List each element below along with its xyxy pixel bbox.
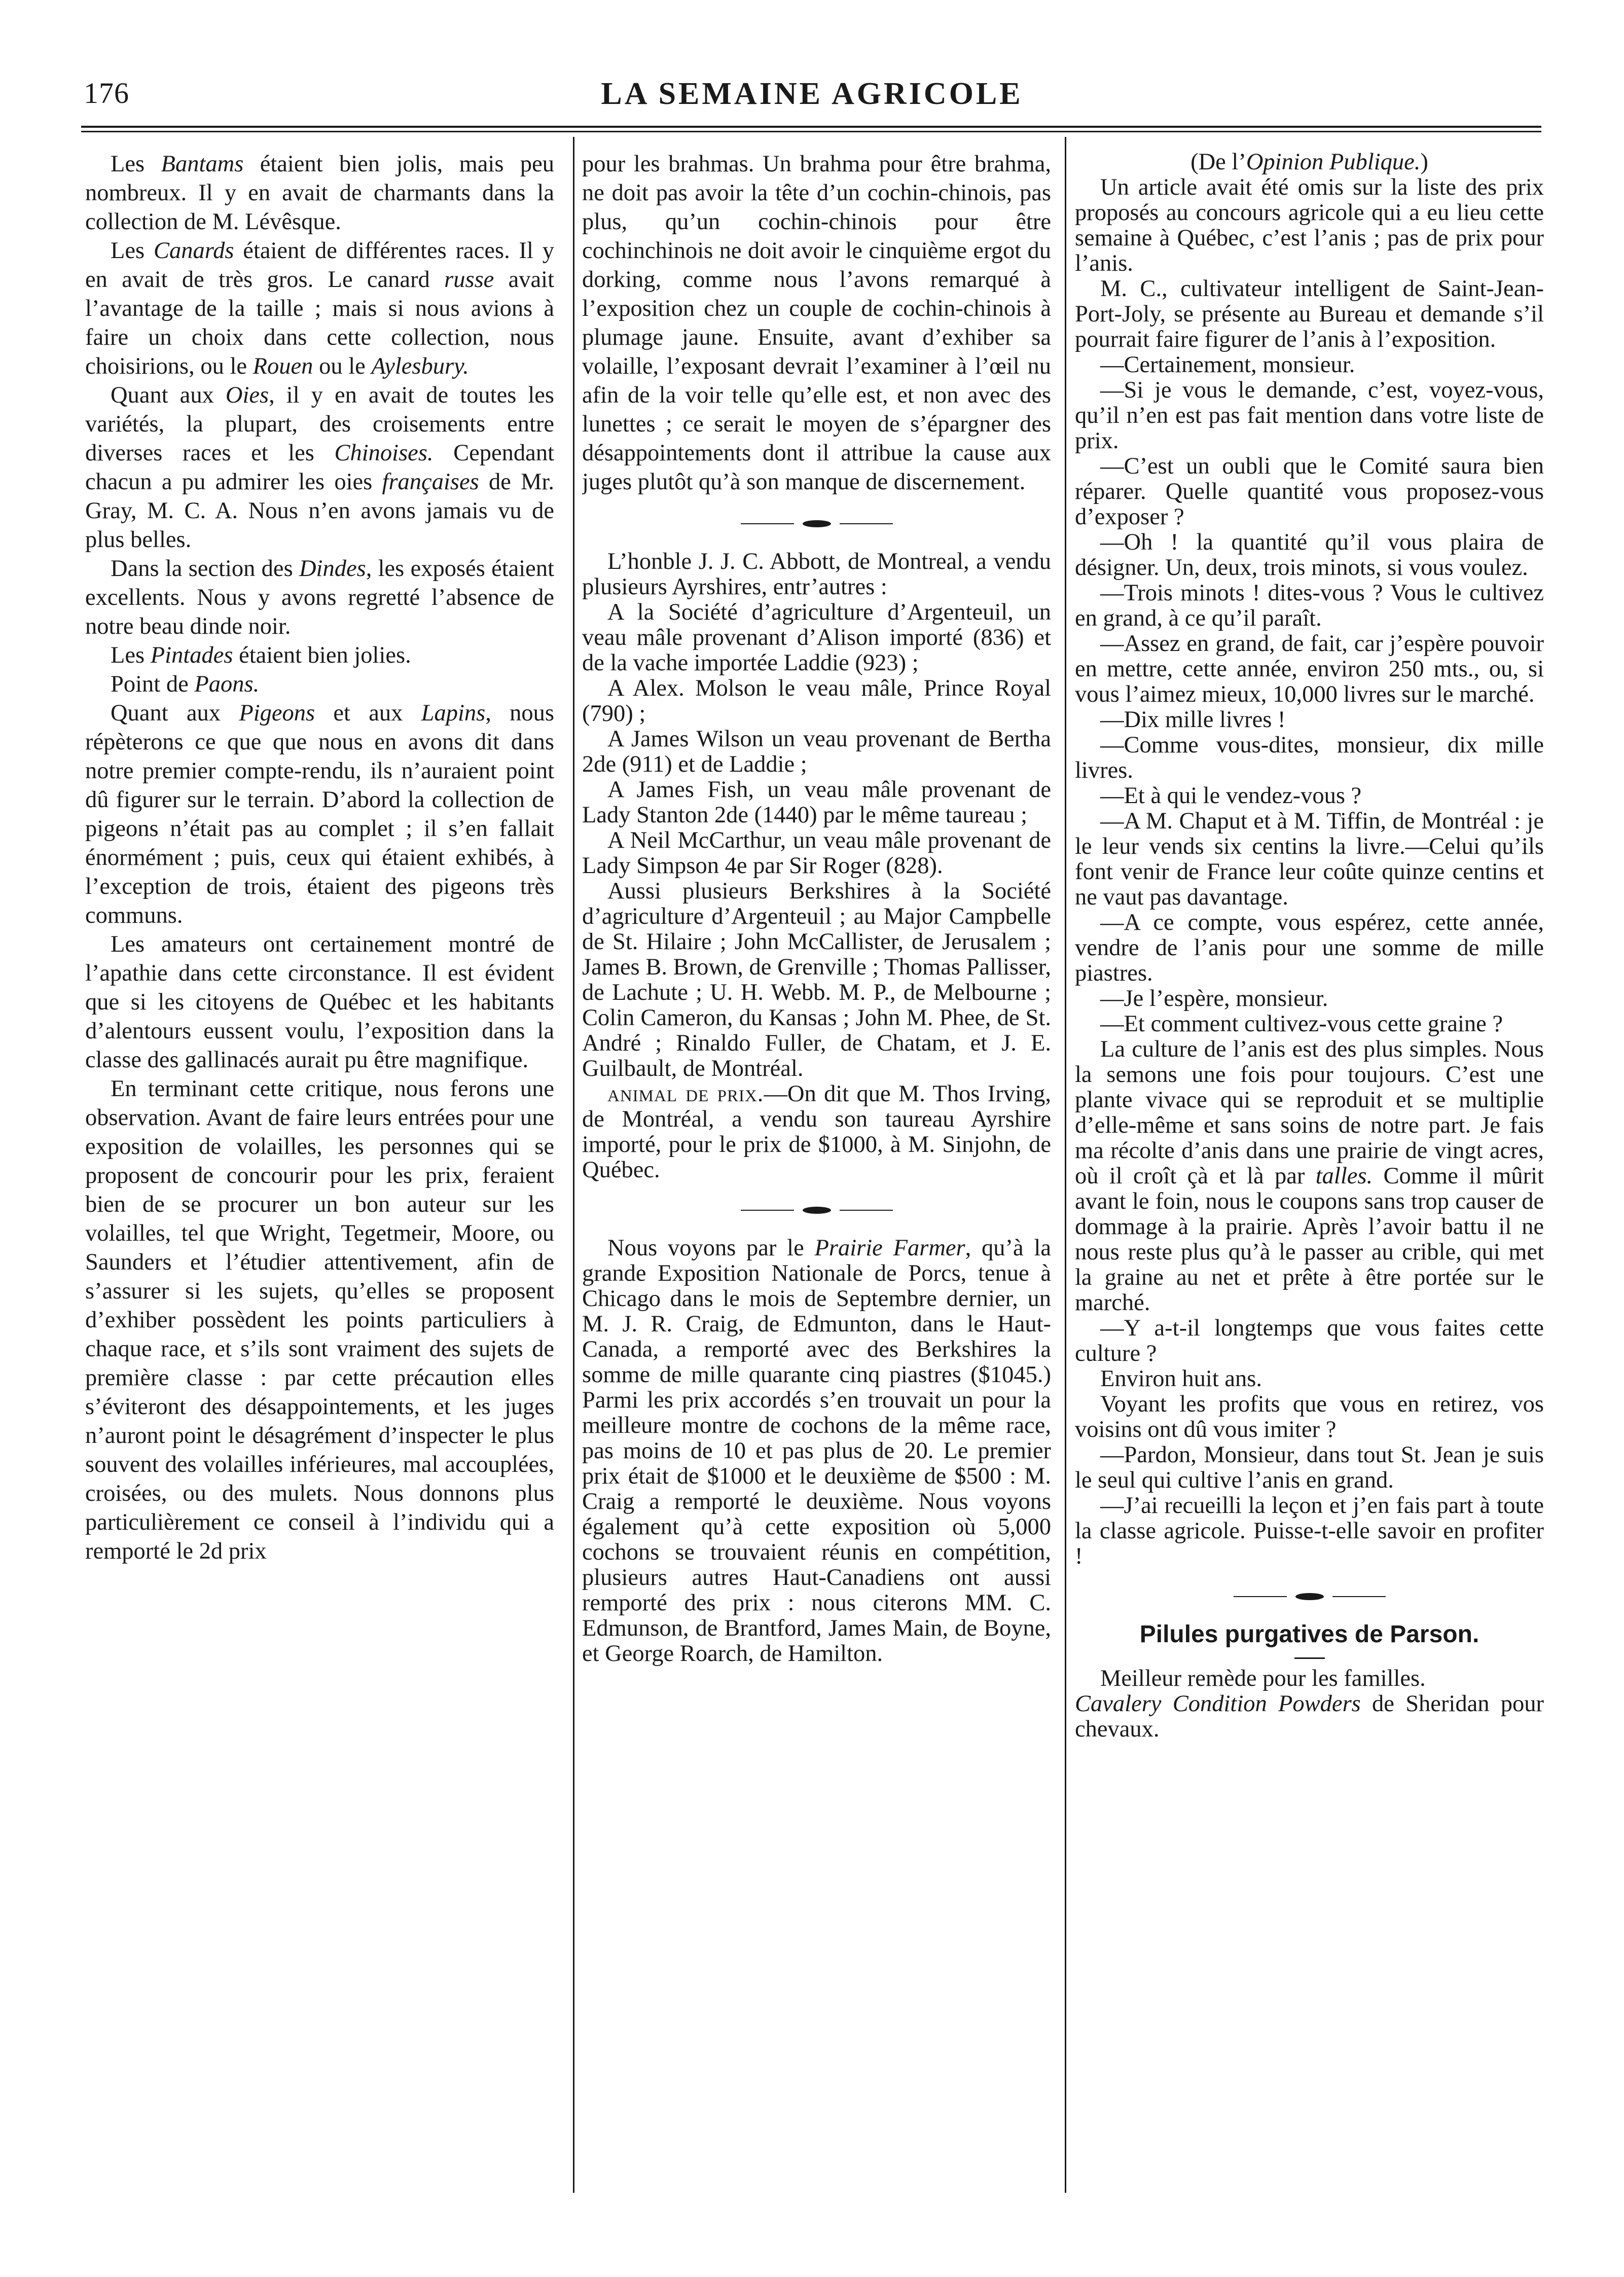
paragraph — [582, 1081, 1051, 1183]
paragraph — [85, 236, 554, 381]
separator-line — [741, 523, 794, 524]
column-divider — [573, 137, 574, 2193]
paragraph — [1075, 986, 1544, 1011]
paragraph-text: A James Fish, un veau mâle provenant de Lady Stanton 2de (1440) par le même taureau ; — [582, 777, 1051, 828]
paragraph — [85, 1074, 554, 1566]
ayrshire-sales-article — [582, 549, 1051, 1183]
paragraph — [1075, 1666, 1544, 1691]
paragraph — [1075, 530, 1544, 581]
italic-text: Oies — [225, 382, 269, 408]
italic-text: Cavalery Condition Powders — [1075, 1691, 1361, 1717]
paragraph-text: —Si je vous le demande, c’est, voyez-vous, qu’il n’en est pas fait mention dans votre liste de prix. — [1075, 377, 1544, 454]
separator-line — [840, 523, 893, 524]
paragraph — [582, 676, 1051, 727]
paragraph-text: —Je l’espère, monsieur. — [1100, 986, 1328, 1011]
paragraph-text: M. C., cultivateur intelligent de Saint-Jean-Port-Joly, se présente au Bureau et demande s’il pourrait faire figurer de l’anis à l’exposition. — [1075, 276, 1544, 352]
separator-line — [741, 1210, 794, 1211]
italic-text: Bantams — [161, 151, 244, 177]
paragraph — [85, 930, 554, 1074]
paragraph-text: —Assez en grand, de fait, car j’espère pouvoir en mettre, cette année, environ 250 mts., ou, si vous l’aimez mieux, 10,000 livres sur le marché. — [1075, 631, 1544, 707]
italic-text: Aylesbury. — [371, 353, 469, 379]
paragraph-text: —A M. Chaput et à M. Tiffin, de Montréal : je le leur vends six centins la livre.—Celui qu’ils font venir de France leur coûte quinze centins et ne vaut pas davantage. — [1075, 808, 1544, 910]
paragraph-text: Les — [111, 151, 161, 177]
italic-text: Pintades — [150, 642, 233, 668]
page-number: 176 — [84, 77, 129, 110]
paragraph — [1075, 733, 1544, 783]
paragraph — [1075, 581, 1544, 631]
column-1 — [85, 150, 554, 2188]
paragraph-text: —Oh ! la quantité qu’il vous plaira de désigner. Un, deux, trois minots, si vous voulez. — [1075, 529, 1544, 581]
paragraph-text: ou le — [313, 353, 372, 379]
paragraph — [582, 879, 1051, 1081]
italic-text: Chinoises. — [334, 440, 434, 466]
paragraph-text: Un article avait été omis sur la liste des prix proposés au concours agricole qui a eu lieu cette semaine à Québec, c’est l’anis ; pas de prix pour l’anis. — [1075, 174, 1544, 276]
paragraph — [582, 828, 1051, 879]
paragraph — [582, 600, 1051, 676]
italic-text: françaises — [382, 469, 479, 495]
paragraph — [582, 150, 1051, 496]
source-publication: Opinion Publique. — [1246, 150, 1421, 175]
paragraph-text: —C’est un oubli que le Comité saura bien réparer. Quelle quantité vous proposez-vous d’exposer ? — [1075, 453, 1544, 530]
paragraph-text: A James Wilson un veau provenant de Bertha 2de (911) et de Laddie ; — [582, 726, 1051, 777]
poultry-review-continuation — [582, 150, 1051, 496]
paragraph-text: —Pardon, Monsieur, dans tout St. Jean je suis le seul qui cultive l’anis en grand. — [1075, 1442, 1544, 1493]
paragraph — [85, 641, 554, 670]
paragraph-text: et aux — [315, 700, 421, 726]
paragraph-text: L’honble J. J. C. Abbott, de Montreal, a vendu plusieurs Ayrshires, entr’autres : — [582, 549, 1051, 600]
italic-text: Canards — [153, 238, 234, 264]
paragraph — [1075, 1493, 1544, 1569]
paragraph-text: Dans la section des — [111, 556, 299, 582]
paragraph — [85, 381, 554, 554]
paragraph-text: —Et à qui le vendez-vous ? — [1100, 783, 1362, 809]
paragraph-text: —J’ai recueilli la leçon et j’en fais part à toute la classe agricole. Puisse-t-elle savoir en profiter ! — [1075, 1493, 1544, 1569]
italic-text: Paons. — [194, 671, 260, 697]
paragraph-text: Les — [111, 642, 151, 668]
paragraph-text: , qu’à la grande Exposition Nationale de Porcs, tenue à Chicago dans le mois de Septembre dernier, un M. J. R. Craig, de Edmunton, dans le Haut-Canada, a remporté avec des Berkshires la somme de mille quarante cinq piastres ($1045.) Parmi les prix accordés s’en trouvait un pour la meilleure montre de cochons de la même race, pas moins de 10 et pas plus de 20. Le premier prix était de $1000 et le deuxième de $500 : M. Craig a remporté le deuxième. Nous voyons également qu’à cette exposition où 5,000 cochons se trouvaient réunis en compétition, plusieurs autres Haut-Canadiens ont aussi remporté des prix : nous citerons MM. C. Edmunson, de Brantford, James Main, de Boyne, et George Roarch, de Hamilton. — [582, 1235, 1051, 1667]
paragraph-text: —Certainement, monsieur. — [1100, 352, 1355, 378]
column-3 — [1075, 150, 1544, 2188]
source-prefix: (De l’ — [1190, 150, 1246, 175]
headline-rule — [1294, 1657, 1325, 1659]
paragraph — [1075, 910, 1544, 986]
paragraph-text: , nous répèterons ce que que nous en avons dit dans notre premier compte-rendu, ils n’auraient point dû figurer sur le terrain. D’abord la collection de pigeons n’était pas au complet ; il s’en fallait énormément ; puis, ceux qui étaient exhibés, à l’exception de trois, étaient des pigeons très communs. — [85, 700, 554, 928]
italic-text: Pigeons — [239, 700, 315, 726]
paragraph — [1075, 175, 1544, 276]
paragraph — [1075, 1316, 1544, 1366]
separator-line — [1332, 1596, 1386, 1597]
paragraph — [582, 727, 1051, 777]
paragraph-text: —Et comment cultivez-vous cette graine ? — [1100, 1011, 1503, 1037]
article-source — [1075, 150, 1544, 175]
paragraph-text: Voyant les profits que vous en retirez, vos voisins ont dû vous imiter ? — [1075, 1391, 1544, 1442]
paragraph — [1075, 1691, 1544, 1742]
paragraph — [1075, 1366, 1544, 1392]
italic-text: russe — [444, 267, 494, 293]
paragraph-text: , il y en avait de toutes les variétés, la plupart, des croisements entre diverses races et les — [85, 382, 554, 466]
paragraph-text: A la Société d’agriculture d’Argenteuil, un veau mâle provenant d’Alison importé (836) et de la vache importée Laddie (923) ; — [582, 599, 1051, 676]
paragraph-text: étaient bien jolis, mais peu nombreux. Il y en avait de charmants dans la collection de M. Lévêsque. — [85, 151, 554, 235]
paragraph-text: —Trois minots ! dites-vous ? Vous le cultivez en grand, à ce qu’il paraît. — [1075, 580, 1544, 631]
italic-text: Rouen — [252, 353, 313, 379]
paragraph — [1075, 454, 1544, 530]
paragraph — [1075, 1037, 1544, 1316]
paragraph — [1075, 378, 1544, 454]
separator-line — [840, 1210, 893, 1211]
separator-ornament — [803, 1207, 831, 1214]
paragraph-text: de Mr. Gray, M. C. A. Nous n’en avons jamais vu de plus belles. — [85, 469, 554, 553]
paragraph — [1075, 783, 1544, 809]
paragraph-text: , les exposés étaient excellents. Nous y avons regretté l’absence de notre beau dinde noir. — [85, 556, 554, 639]
header-rule-double — [81, 131, 1541, 132]
paragraph-text: Point de — [111, 671, 195, 697]
paragraph — [1075, 276, 1544, 352]
paragraph-text: Quant aux — [111, 700, 239, 726]
paragraph — [85, 150, 554, 236]
italic-text: Prairie Farmer — [814, 1235, 965, 1261]
poultry-review-article — [85, 150, 554, 1566]
paragraph-text: étaient bien jolies. — [233, 642, 411, 668]
advertisement-headline: Pilules purgatives de Parson. — [1139, 1621, 1479, 1648]
source-suffix: ) — [1420, 150, 1428, 175]
paragraph-text: animal de prix. — [607, 1081, 764, 1107]
paragraph-text: avait l’avantage de la taille ; mais si nous avions à faire un choix dans cette collection, nous choisirions, ou le — [85, 267, 554, 379]
paragraph-text: La culture de l’anis est des plus simples. Nous la semons une fois pour toujours. C’est une plante vivace qui se reproduit et se multiplie d’elle-même et sans soins de notre part. Je fais ma récolte d’anis dans une prairie de vingt acres, où il croît çà et là par — [1075, 1036, 1544, 1189]
chicago-pork-exposition-article — [582, 1236, 1051, 1667]
paragraph-text: —Y a-t-il longtemps que vous faites cette culture ? — [1075, 1315, 1544, 1366]
paragraph — [582, 1236, 1051, 1667]
paragraph-text: —Dix mille livres ! — [1100, 707, 1286, 733]
italic-text: Dindes — [299, 556, 366, 582]
paragraph — [1075, 1011, 1544, 1037]
paragraph-text: Meilleur remède pour les familles. — [1100, 1666, 1426, 1691]
paragraph-text: Comme il mûrit avant le foin, nous le coupons sans trop causer de dommage à la prairie. Après l’avoir battu il ne nous reste plus qu’à le passer au crible, qui met la graine au net et prête à être portée sur le marché. — [1075, 1163, 1544, 1316]
paragraph — [1075, 1442, 1544, 1493]
paragraph-text: pour les brahmas. Un brahma pour être brahma, ne doit pas avoir la tête d’un cochin-chinois, pas plus, qu’un cochin-chinois pour être cochinchinois ne doit avoir le cinquième ergot du dorking, comme nous l’avons remarqué à l’exposition chez un couple de cochin-chinois à plumage jaune. Ensuite, avant d’exhiber sa volaille, l’exposant devrait l’examiner à l’œil nu afin de la voir telle qu’elle est, et non avec des lunettes ; ce serait le moyen de s’épargner des désappointements dont il attribue la cause aux juges plutôt qu’à son manque de discernement. — [582, 151, 1051, 495]
anise-article — [1075, 175, 1544, 1569]
paragraph — [1075, 631, 1544, 707]
italic-text: talles. — [1315, 1163, 1373, 1189]
paragraph-text: —A ce compte, vous espérez, cette année, vendre de l’anis pour une somme de mille piastres. — [1075, 910, 1544, 986]
separator-ornament — [1295, 1593, 1324, 1600]
paragraph-text: A Neil McCarthur, un veau mâle provenant de Lady Simpson 4e par Sir Roger (828). — [582, 827, 1051, 879]
column-2 — [582, 150, 1051, 2188]
paragraph-text: Quant aux — [111, 382, 226, 408]
separator-line — [1234, 1596, 1287, 1597]
paragraph-text: Les — [111, 238, 154, 264]
paragraph — [85, 554, 554, 641]
header-rule — [81, 126, 1541, 128]
masthead-title: LA SEMAINE AGRICOLE — [601, 77, 1023, 111]
paragraph — [1075, 352, 1544, 378]
paragraph — [85, 670, 554, 699]
column-divider — [1065, 137, 1066, 2193]
paragraph-text: Nous voyons par le — [607, 1235, 815, 1261]
article-separator — [1075, 1592, 1544, 1602]
paragraph-text: de Sheridan pour chevaux. — [1075, 1691, 1544, 1742]
paragraph-text: —On dit que M. Thos Irving, de Montréal, a vendu son taureau Ayrshire importé, pour le prix de $1000, à M. Sinjohn, de Québec. — [582, 1081, 1051, 1183]
article-separator — [582, 519, 1051, 529]
paragraph-text: Environ huit ans. — [1100, 1366, 1262, 1392]
paragraph-text: En terminant cette critique, nous ferons une observation. Avant de faire leurs entrées pour une exposition de volailles, les personnes qui se proposent de concourir pour les prix, feraient bien de se procurer un bon auteur sur les volailles, tel que Wright, Tegetmeir, Moore, ou Saunders et l’étudier attentivement, afin de s’assurer si les sujets, qu’elles se proposent d’exhiber possèdent les points particuliers à chaque race, et s’ils sont vraiment des sujets de première classe : par cette précaution elles s’éviteront des désappointements, et les juges n’auront point le désagrément d’inspecter le plus souvent des volailles inférieures, mal accouplées, croisées, ou des mulets. Nous donnons plus particulièrement ce conseil à l’individu qui a remporté le 2d prix — [85, 1076, 554, 1564]
paragraph — [1075, 809, 1544, 910]
paragraph-text: Aussi plusieurs Berkshires à la Société d’agriculture d’Argenteuil ; au Major Campbelle de St. Hilaire ; John McCallister, de Jerusalem ; James B. Brown, de Grenville ; Thomas Pallisser, de Lachute ; U. H. Webb. M. P., de Melbourne ; Colin Cameron, du Kansas ; John M. Phee, de St. André ; Rinaldo Fuller, de Chatam, et J. E. Guilbault, de Montréal. — [582, 878, 1051, 1081]
article-separator — [582, 1205, 1051, 1215]
separator-ornament — [803, 520, 831, 527]
paragraph — [582, 549, 1051, 600]
paragraph-text: A Alex. Molson le veau mâle, Prince Royal (790) ; — [582, 675, 1051, 727]
advertisement-body — [1075, 1666, 1544, 1742]
paragraph — [85, 699, 554, 930]
paragraph — [582, 777, 1051, 828]
paragraph-text: Cependant chacun a pu admirer les oies — [85, 440, 554, 495]
paragraph-text: —Comme vous-dites, monsieur, dix mille livres. — [1075, 732, 1544, 783]
paragraph — [1075, 707, 1544, 733]
paragraph-text: Les amateurs ont certainement montré de l’apathie dans cette circonstance. Il est évident que si les citoyens de Québec et les habitants d’alentours eussent voulu, l’exposition dans la classe des gallinacés aurait pu être magnifique. — [85, 931, 554, 1073]
paragraph — [1075, 1392, 1544, 1442]
paragraph-text: étaient de différentes races. Il y en avait de très gros. Le canard — [85, 238, 554, 293]
italic-text: Lapins — [421, 700, 486, 726]
